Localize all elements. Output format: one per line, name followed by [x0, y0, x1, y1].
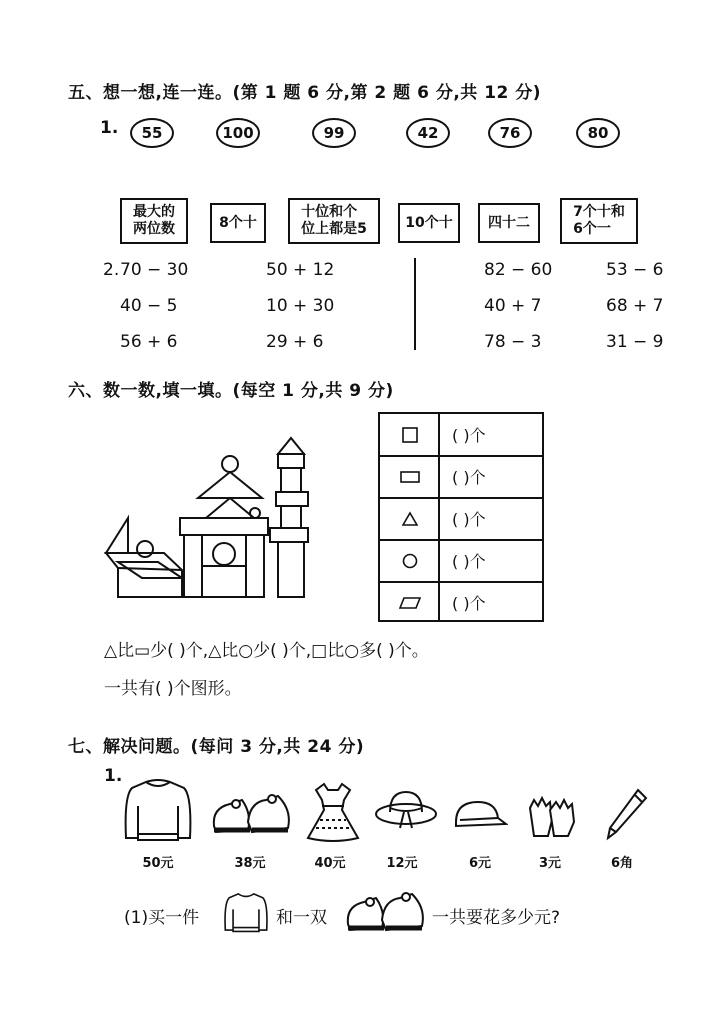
- sub-question-1-part-a: (1)买一件: [124, 908, 200, 928]
- shoes-icon: [340, 888, 430, 938]
- count-blank[interactable]: ( )个: [452, 426, 486, 445]
- price-label: 6元: [468, 856, 492, 871]
- sub-question-1-part-b: 和一双: [276, 908, 327, 928]
- rectangle-icon: [380, 456, 440, 497]
- q2-label: 2.: [103, 260, 120, 280]
- count-blank[interactable]: ( )个: [452, 552, 486, 571]
- expression: 53 − 6: [606, 260, 664, 280]
- number-oval-80: 80: [576, 118, 620, 148]
- count-blank[interactable]: ( )个: [452, 468, 486, 487]
- shape-count-table: [378, 412, 544, 622]
- price-label: 3元: [538, 856, 562, 871]
- section-7-title: 七、解决问题。(每问 3 分,共 24 分): [68, 737, 365, 757]
- price-label: 6角: [610, 856, 634, 871]
- expression: 82 − 60: [484, 260, 553, 280]
- dress-icon: [306, 780, 360, 844]
- description-box-8-tens: 8个十: [210, 203, 266, 243]
- number-oval-76: 76: [488, 118, 532, 148]
- price-label: 12元: [386, 856, 418, 871]
- expression: 78 − 3: [484, 332, 542, 352]
- expression: 70 − 30: [120, 260, 189, 280]
- gloves-icon: [524, 794, 578, 840]
- block-castle-figure: [98, 432, 312, 602]
- table-row: [380, 456, 542, 497]
- table-row: [380, 414, 542, 455]
- square-icon: [380, 414, 440, 455]
- table-row: [380, 582, 542, 623]
- sweater-icon: [222, 890, 270, 934]
- sweater-icon: [122, 776, 194, 844]
- sun-hat-icon: [374, 788, 438, 830]
- number-oval-100: 100: [216, 118, 260, 148]
- expression: 40 − 5: [120, 296, 178, 316]
- price-label: 50元: [142, 856, 174, 871]
- expression: 10 + 30: [266, 296, 335, 316]
- q1-label: 1.: [104, 766, 123, 786]
- parallelogram-icon: [380, 582, 440, 623]
- number-oval-99: 99: [312, 118, 356, 148]
- expression: 68 + 7: [606, 296, 664, 316]
- number-oval-55: 55: [130, 118, 174, 148]
- expression: 50 + 12: [266, 260, 335, 280]
- table-row: [380, 498, 542, 539]
- expression: 29 + 6: [266, 332, 324, 352]
- number-oval-42: 42: [406, 118, 450, 148]
- total-sentence: 一共有( )个图形。: [104, 679, 242, 699]
- section-5-title: 五、想一想,连一连。(第 1 题 6 分,第 2 题 6 分,共 12 分): [68, 83, 542, 103]
- section-6-title: 六、数一数,填一填。(每空 1 分,共 9 分): [68, 381, 394, 401]
- q1-label: 1.: [100, 118, 119, 138]
- cap-icon: [452, 798, 508, 832]
- price-label: 40元: [314, 856, 346, 871]
- divider-line: [414, 258, 416, 350]
- description-box-largest-two-digit: 最大的 两位数: [120, 198, 188, 244]
- description-box-both-digits-5: 十位和个 位上都是5: [288, 198, 380, 244]
- sub-question-1-part-c: 一共要花多少元?: [432, 908, 561, 928]
- shoes-icon: [208, 790, 294, 840]
- description-box-forty-two: 四十二: [478, 203, 540, 243]
- expression: 56 + 6: [120, 332, 178, 352]
- expression: 40 + 7: [484, 296, 542, 316]
- pencil-icon: [604, 788, 648, 842]
- triangle-icon: [380, 498, 440, 539]
- price-label: 38元: [234, 856, 266, 871]
- description-box-10-tens: 10个十: [398, 203, 460, 243]
- count-blank[interactable]: ( )个: [452, 510, 486, 529]
- table-row: [380, 540, 542, 581]
- compare-sentence: △比▭少( )个,△比○少( )个,□比○多( )个。: [104, 641, 429, 661]
- count-blank[interactable]: ( )个: [452, 594, 486, 613]
- description-box-7-tens-6-ones: 7个十和 6个一: [560, 198, 638, 244]
- expression: 31 − 9: [606, 332, 664, 352]
- circle-icon: [380, 540, 440, 581]
